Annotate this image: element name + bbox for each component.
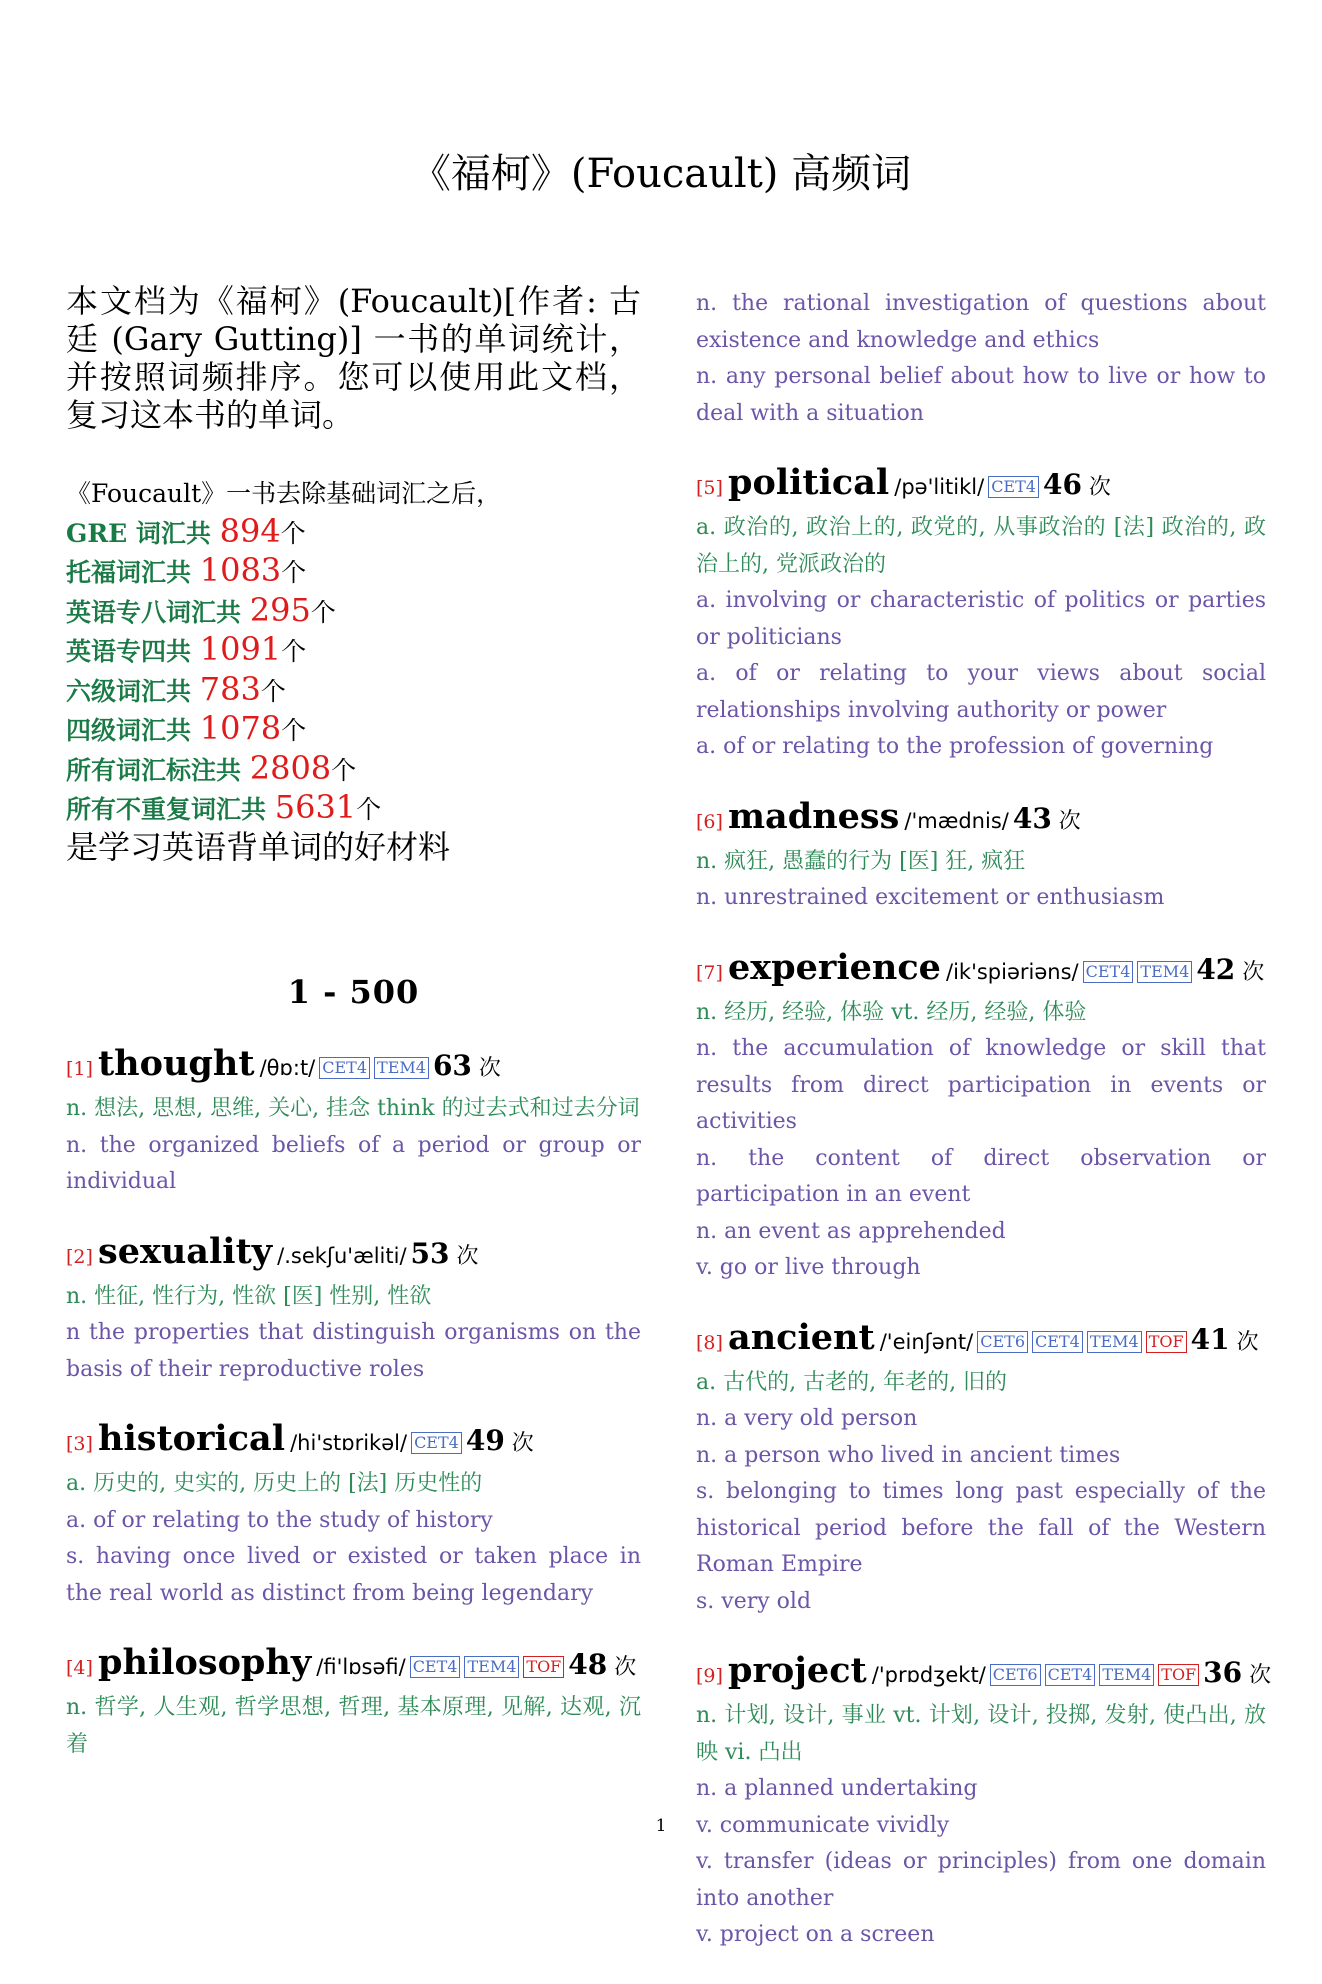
- entry-count: 41: [1190, 1322, 1230, 1356]
- left-column: [66, 282, 641, 1793]
- entry-index: [8]: [696, 1331, 723, 1354]
- entry-word: historical: [98, 1418, 285, 1459]
- definition-en: s. having once lived or existed or taken place in the real world as distinct from being legendary: [66, 1544, 641, 1606]
- entry-head: [66, 1642, 641, 1690]
- entry-word: sexuality: [98, 1230, 273, 1272]
- exam-tag-badge: CET4: [1032, 1331, 1083, 1353]
- stats-line: [66, 592, 641, 632]
- entry-count: 63: [432, 1049, 472, 1082]
- vocabulary-stats: [66, 476, 641, 865]
- count-suffix: 次: [1081, 475, 1111, 500]
- entry-phonetic: /fi'lɒsəfi/: [316, 1655, 406, 1679]
- stats-value: 2808: [249, 748, 332, 787]
- entry-count: 46: [1042, 468, 1082, 501]
- exam-tag-badge: TOF: [523, 1656, 564, 1678]
- stats-label: 英语专四共: [66, 637, 200, 666]
- entry-head: [696, 796, 1266, 844]
- definition-cn: n. 哲学, 人生观, 哲学思想, 哲理, 基本原理, 见解, 达观, 沉着: [66, 1695, 641, 1757]
- entry-phonetic: /ik'spiəriəns/: [946, 959, 1079, 984]
- definition-en: v. communicate vividly: [696, 1812, 950, 1838]
- definition-cn: a. 古代的, 古老的, 年老的, 旧的: [696, 1369, 1008, 1395]
- stats-unit: 个: [260, 676, 286, 706]
- definition-en: a. of or relating to the profession of governing: [696, 734, 1214, 759]
- definition-en: a. of or relating to the study of history: [66, 1507, 493, 1533]
- definition-en: v. go or live through: [696, 1255, 921, 1280]
- definition-cn: n. 计划, 设计, 事业 vt. 计划, 设计, 投掷, 发射, 使凸出, 放映 vi. 凸出: [696, 1703, 1266, 1765]
- stats-label: 四级词汇共: [66, 716, 200, 745]
- stats-value: 1091: [199, 630, 282, 668]
- entry-index: [1]: [66, 1058, 93, 1080]
- exam-tag-badge: CET4: [319, 1057, 370, 1079]
- entry-count: 36: [1203, 1656, 1243, 1689]
- stats-value: 783: [199, 669, 261, 708]
- entry-continuation: [696, 286, 1266, 432]
- definition-cn: a. 政治的, 政治上的, 政党的, 从事政治的 [法] 政治的, 政治上的, 党派政治的: [696, 515, 1266, 577]
- exam-tag-badge: TOF: [1146, 1331, 1187, 1353]
- entry-index: [2]: [66, 1245, 93, 1268]
- stats-value: 894: [219, 511, 281, 550]
- definition-en: s. very old: [696, 1588, 812, 1614]
- stats-label: GRE 词汇共: [66, 518, 220, 548]
- range-heading: 1 - 500: [287, 973, 420, 1011]
- document-title: 《福柯》(Foucault) 高频词: [410, 151, 912, 197]
- right-column: [696, 286, 1272, 1984]
- definition-en: n. the organized beliefs of a period or group or individual: [66, 1132, 641, 1194]
- entries-left: [66, 1043, 641, 1763]
- stats-value: 295: [249, 590, 311, 629]
- definition-cn: n. 经历, 经验, 体验 vt. 经历, 经验, 体验: [696, 999, 1087, 1025]
- exam-tag-badge: TEM4: [1099, 1664, 1154, 1686]
- count-suffix: 次: [607, 1655, 637, 1680]
- entry-count: 43: [1012, 801, 1052, 835]
- exam-tag-badge: TEM4: [1137, 961, 1192, 983]
- definition-en: n. a very old person: [696, 1406, 918, 1431]
- entry-head: [696, 947, 1266, 995]
- entry-word: philosophy: [98, 1642, 312, 1683]
- entry-head: [66, 1418, 641, 1466]
- exam-tag-badge: TEM4: [374, 1057, 429, 1079]
- entry-count: 53: [410, 1236, 450, 1270]
- entry-phonetic: /'mædnis/: [904, 808, 1009, 833]
- stats-unit: 个: [310, 597, 336, 627]
- entry-count: 42: [1196, 952, 1236, 986]
- stats-line: [66, 671, 641, 711]
- definition-en: a. involving or characteristic of politics or parties or politicians: [696, 588, 1266, 650]
- count-suffix: 次: [1242, 1663, 1272, 1688]
- stats-value: 5631: [274, 788, 357, 826]
- word-entry: [66, 1642, 641, 1763]
- definition-en: n. any personal belief about how to live or how to deal with a situation: [696, 364, 1266, 426]
- exam-tag-badge: TEM4: [1087, 1331, 1142, 1353]
- entry-word: project: [728, 1650, 867, 1691]
- stats-value: 1083: [199, 551, 282, 589]
- word-entry: [696, 462, 1266, 766]
- stats-label: 英语专八词汇共: [66, 597, 250, 627]
- exam-tag-badge: CET6: [977, 1331, 1028, 1353]
- entry-head: [66, 1231, 641, 1279]
- entry-word: political: [728, 462, 890, 503]
- word-entry: [696, 1317, 1266, 1621]
- count-suffix: 次: [1051, 808, 1081, 834]
- definition-cn: n. 疯狂, 愚蠢的行为 [医] 狂, 疯狂: [696, 848, 1026, 874]
- word-entry: [696, 947, 1266, 1287]
- entry-head: [696, 1317, 1266, 1365]
- entry-index: [4]: [66, 1657, 93, 1679]
- entry-phonetic: /pə'litikl/: [894, 475, 985, 499]
- definition-en: v. project on a screen: [696, 1922, 935, 1947]
- stats-line: [66, 750, 641, 790]
- stats-unit: 个: [356, 795, 382, 824]
- entries-right: [696, 462, 1272, 1954]
- definition-cn: n. 性征, 性行为, 性欲 [医] 性别, 性欲: [66, 1283, 432, 1309]
- entry-phonetic: /θɒ:t/: [259, 1056, 316, 1080]
- word-entry: [66, 1231, 641, 1389]
- stats-unit: 个: [280, 518, 306, 548]
- count-suffix: 次: [471, 1056, 501, 1081]
- entry-word: madness: [728, 795, 900, 837]
- definition-en: n. the rational investigation of questions about existence and knowledge and ethics: [696, 291, 1266, 353]
- count-suffix: 次: [449, 1243, 479, 1269]
- entry-index: [7]: [696, 961, 723, 984]
- entry-phonetic: /.sekʃu'æliti/: [277, 1243, 407, 1268]
- stats-unit: 个: [281, 637, 307, 666]
- stats-label: 所有不重复词汇共: [66, 795, 275, 824]
- stats-label: 所有词汇标注共: [66, 755, 250, 785]
- entry-index: [3]: [66, 1433, 93, 1455]
- definition-en: v. transfer (ideas or principles) from one domain into another: [696, 1849, 1266, 1911]
- entry-index: [6]: [696, 810, 723, 833]
- definition-cn: a. 历史的, 史实的, 历史上的 [法] 历史性的: [66, 1471, 483, 1496]
- definition-cn: n. 想法, 思想, 思维, 关心, 挂念 think 的过去式和过去分词: [66, 1096, 640, 1121]
- exam-tag-badge: CET6: [990, 1664, 1041, 1686]
- word-entry: [66, 1043, 641, 1201]
- stats-label: 托福词汇共: [66, 558, 200, 587]
- entry-phonetic: /'einʃənt/: [879, 1329, 974, 1354]
- stats-line: [66, 552, 641, 592]
- intro-paragraph: 本文档为《福柯》(Foucault)[作者: 古廷 (Gary Gutting)] 一书的单词统计，并按照词频排序。您可以使用此文档，复习这本书的单词。: [66, 282, 641, 434]
- definition-en: n. a person who lived in ancient times: [696, 1442, 1121, 1468]
- stats-value: 1078: [199, 709, 282, 747]
- word-entry: [66, 1418, 641, 1612]
- entry-word: experience: [728, 946, 941, 988]
- stats-unit: 个: [281, 558, 307, 587]
- stats-unit: 个: [281, 716, 307, 745]
- entry-count: 49: [465, 1424, 505, 1457]
- entry-head: [66, 1043, 641, 1091]
- exam-tag-badge: CET4: [1045, 1664, 1096, 1686]
- definition-en: a. of or relating to your views about social relationships involving authority or power: [696, 661, 1266, 723]
- stats-line: [66, 631, 641, 671]
- entry-head: [696, 1650, 1272, 1698]
- entry-head: [696, 462, 1266, 510]
- stats-line: [66, 513, 641, 553]
- definition-en: n. an event as apprehended: [696, 1218, 1006, 1244]
- word-entry: [696, 796, 1266, 917]
- exam-tag-badge: CET4: [1083, 961, 1134, 983]
- page-number: 1: [655, 1816, 667, 1836]
- entry-index: [9]: [696, 1665, 723, 1687]
- definition-en: n. a planned undertaking: [696, 1776, 978, 1801]
- definition-en: n the properties that distinguish organisms on the basis of their reproductive roles: [66, 1320, 641, 1382]
- stats-unit: 个: [331, 755, 357, 785]
- stats-list: [66, 513, 641, 829]
- stats-lead: 《Foucault》一书去除基础词汇之后，: [66, 479, 502, 508]
- exam-tag-badge: CET4: [411, 1432, 462, 1454]
- exam-tag-badge: CET4: [988, 476, 1039, 498]
- definition-en: n. the accumulation of knowledge or skill that results from direct participation in events or activities: [696, 1036, 1266, 1134]
- entry-index: [5]: [696, 477, 723, 499]
- stats-line: [66, 710, 641, 750]
- exam-tag-badge: TOF: [1158, 1664, 1199, 1686]
- entry-count: 48: [568, 1648, 608, 1681]
- entry-word: ancient: [728, 1316, 875, 1358]
- definition-en: s. belonging to times long past especially of the historical period before the fall of the Western Roman Empire: [696, 1479, 1266, 1577]
- count-suffix: 次: [1235, 959, 1265, 985]
- count-suffix: 次: [1229, 1329, 1259, 1355]
- count-suffix: 次: [504, 1431, 534, 1456]
- entry-word: thought: [98, 1043, 255, 1084]
- definition-en: n. the content of direct observation or participation in an event: [696, 1145, 1266, 1207]
- definition-en: n. unrestrained excitement or enthusiasm: [696, 885, 1165, 910]
- exam-tag-badge: TEM4: [464, 1656, 519, 1678]
- word-entry: [696, 1650, 1272, 1954]
- entry-phonetic: /'prɒdʒekt/: [871, 1663, 986, 1687]
- stats-closing: 是学习英语背单词的好材料: [66, 827, 451, 866]
- entry-phonetic: /hi'stɒrikəl/: [290, 1431, 408, 1455]
- stats-label: 六级词汇共: [66, 676, 200, 706]
- stats-line: [66, 789, 641, 829]
- exam-tag-badge: CET4: [410, 1656, 461, 1678]
